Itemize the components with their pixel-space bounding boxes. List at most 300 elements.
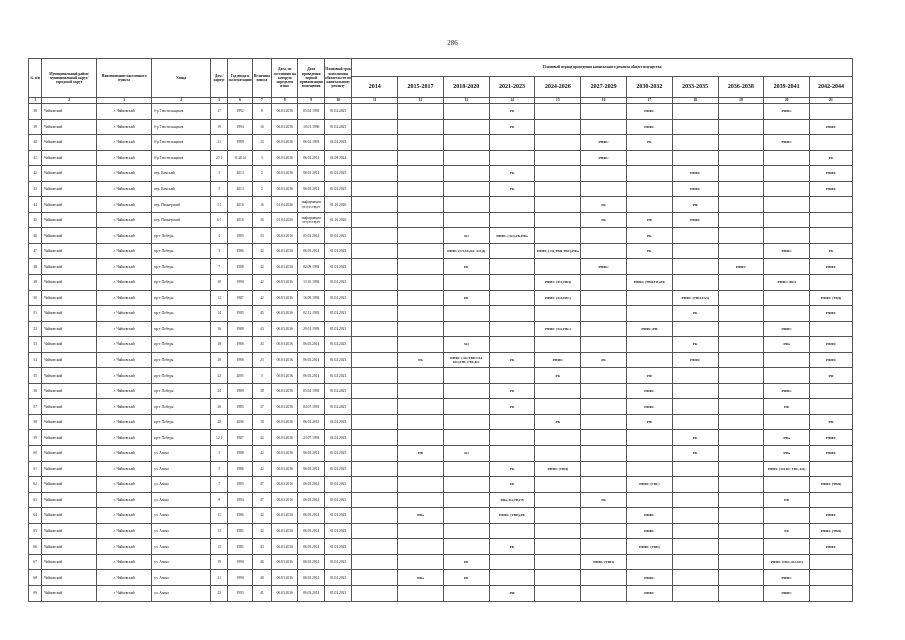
- row-street: б-р Текстильщиков: [152, 119, 211, 135]
- row-municipal: Чайковский: [42, 275, 97, 291]
- row-period-2014: [352, 337, 398, 353]
- row-street: ул. Азина: [152, 508, 211, 524]
- row-wear-date: 06.03.2016: [272, 477, 298, 493]
- row-period-2018-2020: [443, 585, 489, 601]
- row-period-2033-2035: [672, 554, 718, 570]
- row-period-2039-2041: РФа: [764, 337, 810, 353]
- row-obligation-deadline: 01.08.2024: [324, 150, 351, 166]
- row-period-2014: [352, 399, 398, 415]
- row-municipal: Чайковский: [42, 290, 97, 306]
- row-wear-date: 06.03.2016: [272, 275, 298, 291]
- row-year-built: 11.2014: [228, 150, 252, 166]
- row-privatization-date: 06.03.2014: [298, 585, 324, 601]
- row-period-2014: [352, 570, 398, 586]
- row-wear-date: 06.03.2016: [272, 492, 298, 508]
- row-settlement: г. Чайковский: [97, 150, 152, 166]
- page-number: 286: [447, 39, 458, 47]
- row-num: 50: [29, 290, 42, 306]
- row-period-2024-2026: [535, 539, 581, 555]
- row-municipal: Чайковский: [42, 337, 97, 353]
- row-street: пр-т Победы: [152, 383, 211, 399]
- row-period-2015-2017: [398, 275, 444, 291]
- row-num: 42: [29, 166, 42, 182]
- row-period-2015-2017: РК: [398, 352, 444, 368]
- row-period-2024-2026: [535, 446, 581, 462]
- row-period-2015-2017: РФа: [398, 570, 444, 586]
- row-period-2014: [352, 212, 398, 228]
- header-year-2027-2029: 2027-2029: [581, 77, 627, 98]
- row-period-2018-2020: [443, 150, 489, 166]
- row-period-2030-2032: РФ: [626, 368, 672, 384]
- row-period-2036-2038: [718, 290, 764, 306]
- row-period-2039-2041: РФФС (ЭО,КС ГВС,ХО): [764, 461, 810, 477]
- row-period-2015-2017: [398, 477, 444, 493]
- row-period-2015-2017: [398, 212, 444, 228]
- row-period-2042-2044: РК: [810, 243, 853, 259]
- row-house: 19: [211, 554, 228, 570]
- row-period-2027-2029: [581, 228, 627, 244]
- row-wear-date: 06.03.2016: [272, 166, 298, 182]
- row-period-2015-2017: [398, 523, 444, 539]
- row-period-2015-2017: РФа: [398, 508, 444, 524]
- row-street: ул. Азина: [152, 539, 211, 555]
- row-period-2021-2023: [489, 259, 535, 275]
- row-year-built: 1986: [228, 461, 252, 477]
- row-period-2036-2038: [718, 104, 764, 120]
- row-street: ул. Азина: [152, 523, 211, 539]
- row-settlement: г. Чайковский: [97, 337, 152, 353]
- row-period-2042-2044: РК: [810, 150, 853, 166]
- row-street: ул. Азина: [152, 477, 211, 493]
- row-settlement: г. Чайковский: [97, 461, 152, 477]
- table-row: [29, 399, 853, 415]
- column-number: 4: [152, 98, 211, 104]
- row-period-2027-2029: [581, 275, 627, 291]
- row-obligation-deadline: 01.02.2023: [324, 477, 351, 493]
- row-wear-date: 06.03.2016: [272, 181, 298, 197]
- row-period-2014: [352, 446, 398, 462]
- row-settlement: г. Чайковский: [97, 259, 152, 275]
- row-num: 67: [29, 554, 42, 570]
- row-period-2039-2041: [764, 290, 810, 306]
- column-number: 5: [211, 98, 228, 104]
- row-period-2018-2020: [443, 135, 489, 151]
- row-period-2042-2044: РФФС: [810, 539, 853, 555]
- row-num: 63: [29, 492, 42, 508]
- row-settlement: г. Чайковский: [97, 352, 152, 368]
- row-period-2039-2041: [764, 197, 810, 213]
- row-period-2015-2017: [398, 585, 444, 601]
- row-period-2015-2017: РФ: [398, 446, 444, 462]
- row-period-2018-2020: [443, 414, 489, 430]
- row-period-2042-2044: [810, 554, 853, 570]
- row-period-2014: [352, 119, 398, 135]
- row-period-2042-2044: РФФС (ТВП): [810, 477, 853, 493]
- row-num: 40: [29, 135, 42, 151]
- row-period-2021-2023: [489, 197, 535, 213]
- row-period-2039-2041: РФФС: [764, 585, 810, 601]
- row-period-2024-2026: [535, 337, 581, 353]
- row-house: 7: [211, 477, 228, 493]
- row-num: 45: [29, 212, 42, 228]
- row-period-2039-2041: РФа: [764, 446, 810, 462]
- row-period-2024-2026: [535, 197, 581, 213]
- row-period-2036-2038: [718, 212, 764, 228]
- row-period-2021-2023: РК: [489, 539, 535, 555]
- table-row: [29, 477, 853, 493]
- row-street: пр-т Победы: [152, 414, 211, 430]
- row-settlement: г. Чайковский: [97, 243, 152, 259]
- row-obligation-deadline: 01.02.2023: [324, 181, 351, 197]
- row-year-built: 1988: [228, 259, 252, 275]
- row-period-2033-2035: [672, 321, 718, 337]
- row-privatization-date: 06.03.2014: [298, 554, 324, 570]
- row-period-2039-2041: [764, 212, 810, 228]
- row-period-2024-2026: РФФС (ЭО,ТВП ТВС),РФа: [535, 243, 581, 259]
- row-period-2024-2026: [535, 104, 581, 120]
- row-period-2039-2041: РФФС: [764, 321, 810, 337]
- row-period-2015-2017: [398, 243, 444, 259]
- row-wear-date: 06.03.2016: [272, 368, 298, 384]
- row-municipal: Чайковский: [42, 383, 97, 399]
- row-street: пр-т Победы: [152, 275, 211, 291]
- row-street: пер. Пионерский: [152, 197, 211, 213]
- row-wear: 47: [252, 477, 271, 493]
- row-period-2018-2020: [443, 181, 489, 197]
- capital-repair-table: [28, 58, 853, 602]
- row-municipal: Чайковский: [42, 243, 97, 259]
- row-period-2042-2044: РФФС: [810, 119, 853, 135]
- row-period-2018-2020: РК: [443, 290, 489, 306]
- row-period-2014: [352, 477, 398, 493]
- row-period-2036-2038: [718, 243, 764, 259]
- row-privatization-date: 08.03.2014: [298, 166, 324, 182]
- row-period-2042-2044: РФФС: [810, 508, 853, 524]
- row-obligation-deadline: 01.02.2023: [324, 135, 351, 151]
- row-period-2042-2044: [810, 570, 853, 586]
- row-settlement: г. Чайковский: [97, 181, 152, 197]
- row-period-2027-2029: [581, 539, 627, 555]
- row-num: 64: [29, 508, 42, 524]
- row-period-2018-2020: [443, 539, 489, 555]
- row-wear: 42: [252, 275, 271, 291]
- row-privatization-date: 23.07.1993: [298, 430, 324, 446]
- row-period-2036-2038: [718, 461, 764, 477]
- table-row: [29, 508, 853, 524]
- row-street: пр-т Победы: [152, 321, 211, 337]
- row-period-2030-2032: РФФС (ТВП,ГВ),РК: [626, 275, 672, 291]
- row-period-2021-2023: [489, 212, 535, 228]
- row-period-2014: [352, 166, 398, 182]
- row-settlement: г. Чайковский: [97, 492, 152, 508]
- row-privatization-date: 06.03.2014: [298, 446, 324, 462]
- table-row: [29, 259, 853, 275]
- row-period-2018-2020: [443, 321, 489, 337]
- row-period-2039-2041: [764, 119, 810, 135]
- row-year-built: 2005: [228, 368, 252, 384]
- row-year-built: 1989: [228, 135, 252, 151]
- row-privatization-date: 06.03.2014: [298, 492, 324, 508]
- row-period-2033-2035: [672, 523, 718, 539]
- row-obligation-deadline: 01.02.2023: [324, 259, 351, 275]
- row-wear: 47: [252, 492, 271, 508]
- row-period-2042-2044: РФФС: [810, 352, 853, 368]
- row-num: 38: [29, 104, 42, 120]
- row-wear: 42: [252, 290, 271, 306]
- table-row: [29, 228, 853, 244]
- row-year-built: 2013: [228, 181, 252, 197]
- row-period-2030-2032: [626, 352, 672, 368]
- row-period-2024-2026: [535, 430, 581, 446]
- row-period-2024-2026: [535, 477, 581, 493]
- row-period-2014: [352, 275, 398, 291]
- row-period-2014: [352, 368, 398, 384]
- row-wear: 41: [252, 585, 271, 601]
- row-period-2039-2041: РФа: [764, 430, 810, 446]
- row-house: 6 1: [211, 212, 228, 228]
- row-municipal: Чайковский: [42, 446, 97, 462]
- row-period-2036-2038: [718, 181, 764, 197]
- row-wear: 46: [252, 554, 271, 570]
- row-period-2030-2032: [626, 259, 672, 275]
- row-period-2014: [352, 243, 398, 259]
- row-period-2033-2035: [672, 243, 718, 259]
- row-year-built: 1985: [228, 477, 252, 493]
- row-municipal: Чайковский: [42, 228, 97, 244]
- row-period-2036-2038: [718, 399, 764, 415]
- row-num: 54: [29, 352, 42, 368]
- row-settlement: г. Чайковский: [97, 446, 152, 462]
- row-num: 60: [29, 446, 42, 462]
- row-wear: 16: [252, 212, 271, 228]
- column-number: 14: [489, 98, 535, 104]
- row-wear-date: 06.03.2016: [272, 243, 298, 259]
- row-wear: 33: [252, 228, 271, 244]
- row-period-2018-2020: [443, 275, 489, 291]
- row-num: 59: [29, 430, 42, 446]
- row-period-2042-2044: РФФС: [810, 446, 853, 462]
- row-period-2039-2041: РФ: [764, 399, 810, 415]
- row-period-2039-2041: РФФС (ВО): [764, 275, 810, 291]
- row-period-2024-2026: [535, 508, 581, 524]
- row-wear-date: 06.03.2016: [272, 508, 298, 524]
- row-settlement: г. Чайковский: [97, 212, 152, 228]
- row-privatization-date: 06.03.2013: [298, 414, 324, 430]
- row-street: пр-т Победы: [152, 259, 211, 275]
- row-period-2021-2023: РК: [489, 477, 535, 493]
- row-period-2018-2020: [443, 197, 489, 213]
- row-municipal: Чайковский: [42, 492, 97, 508]
- column-number: 9: [298, 98, 324, 104]
- row-house: 4: [211, 228, 228, 244]
- row-house: 7: [211, 259, 228, 275]
- table-row: [29, 414, 853, 430]
- row-wear: 37: [252, 399, 271, 415]
- header-year-2018-2020: 2018-2020: [443, 77, 489, 98]
- row-period-2021-2023: РК: [489, 383, 535, 399]
- row-house: 21: [211, 135, 228, 151]
- table-row: [29, 290, 853, 306]
- row-obligation-deadline: 01.02.2023: [324, 414, 351, 430]
- table-row: [29, 523, 853, 539]
- row-period-2039-2041: [764, 368, 810, 384]
- row-settlement: г. Чайковский: [97, 477, 152, 493]
- row-privatization-date: 02.09.1992: [298, 259, 324, 275]
- table-row: [29, 492, 853, 508]
- row-period-2030-2032: РФ: [626, 414, 672, 430]
- row-num: 47: [29, 243, 42, 259]
- row-year-built: 1990: [228, 570, 252, 586]
- row-period-2018-2020: ХО: [443, 337, 489, 353]
- row-period-2036-2038: [718, 368, 764, 384]
- row-municipal: Чайковский: [42, 399, 97, 415]
- table-row: [29, 197, 853, 213]
- row-period-2039-2041: [764, 352, 810, 368]
- row-municipal: Чайковский: [42, 306, 97, 322]
- column-number: 18: [672, 98, 718, 104]
- row-period-2039-2041: [764, 477, 810, 493]
- row-period-2030-2032: РФФС: [626, 383, 672, 399]
- row-period-2033-2035: РК: [672, 430, 718, 446]
- row-street: пр-т Победы: [152, 368, 211, 384]
- row-period-2027-2029: [581, 477, 627, 493]
- row-municipal: Чайковский: [42, 477, 97, 493]
- row-obligation-deadline: 01.02.2023: [324, 321, 351, 337]
- header-year-2014: 2014: [352, 77, 398, 98]
- row-period-2033-2035: РК: [672, 337, 718, 353]
- row-period-2018-2020: РК: [443, 570, 489, 586]
- row-wear: 38: [252, 383, 271, 399]
- header-planned-period: Плановый период проведения капитального ремонта общего имущества: [352, 59, 853, 77]
- row-period-2021-2023: [489, 243, 535, 259]
- header-year-2024-2026: 2024-2026: [535, 77, 581, 98]
- row-period-2014: [352, 306, 398, 322]
- row-wear: 45: [252, 306, 271, 322]
- row-period-2027-2029: [581, 321, 627, 337]
- row-settlement: г. Чайковский: [97, 414, 152, 430]
- row-privatization-date: 06.03.2014: [298, 368, 324, 384]
- row-obligation-deadline: 01.02.2023: [324, 430, 351, 446]
- row-period-2030-2032: [626, 492, 672, 508]
- row-wear-date: 06.03.2016: [272, 119, 298, 135]
- row-wear-date: 01.04.2026: [272, 212, 298, 228]
- row-municipal: Чайковский: [42, 197, 97, 213]
- row-municipal: Чайковский: [42, 461, 97, 477]
- row-year-built: 2006: [228, 414, 252, 430]
- row-wear-date: 06.03.2016: [272, 554, 298, 570]
- row-privatization-date: 16.09.1992: [298, 290, 324, 306]
- row-period-2030-2032: [626, 554, 672, 570]
- row-period-2033-2035: РФФС: [672, 181, 718, 197]
- row-period-2039-2041: [764, 166, 810, 182]
- row-wear-date: 06.03.2016: [272, 321, 298, 337]
- row-period-2018-2020: [443, 119, 489, 135]
- row-period-2036-2038: [718, 228, 764, 244]
- row-wear: 42: [252, 523, 271, 539]
- row-settlement: г. Чайковский: [97, 197, 152, 213]
- row-period-2033-2035: [672, 135, 718, 151]
- row-period-2021-2023: [489, 290, 535, 306]
- row-period-2021-2023: [489, 368, 535, 384]
- row-wear-date: 06.03.2016: [272, 414, 298, 430]
- row-period-2021-2023: [489, 337, 535, 353]
- row-house: 3: [211, 166, 228, 182]
- row-period-2039-2041: [764, 414, 810, 430]
- row-num: 65: [29, 523, 42, 539]
- row-municipal: Чайковский: [42, 150, 97, 166]
- row-period-2027-2029: [581, 290, 627, 306]
- row-period-2033-2035: [672, 585, 718, 601]
- row-period-2027-2029: РФФС (ТВП): [581, 554, 627, 570]
- column-number: 3: [97, 98, 152, 104]
- row-period-2027-2029: РФФС: [581, 135, 627, 151]
- table-row: [29, 368, 853, 384]
- row-settlement: г. Чайковский: [97, 135, 152, 151]
- row-year-built: 1985: [228, 306, 252, 322]
- row-period-2024-2026: [535, 554, 581, 570]
- row-period-2036-2038: [718, 275, 764, 291]
- row-year-built: 1986: [228, 508, 252, 524]
- column-number: 16: [581, 98, 627, 104]
- header-year-2042-2044: 2042-2044: [810, 77, 853, 98]
- row-period-2033-2035: РФ: [672, 197, 718, 213]
- column-number: 15: [535, 98, 581, 104]
- row-period-2030-2032: [626, 430, 672, 446]
- row-year-built: 1986: [228, 337, 252, 353]
- row-year-built: 1985: [228, 539, 252, 555]
- row-privatization-date: 05.02.1993: [298, 104, 324, 120]
- row-period-2024-2026: [535, 181, 581, 197]
- row-municipal: Чайковский: [42, 570, 97, 586]
- row-house: 22: [211, 368, 228, 384]
- row-period-2036-2038: РФФС: [718, 259, 764, 275]
- row-period-2018-2020: РФФС (ЭО,ТВП ГАЗ ХО),ТВС ГВС,КС: [443, 352, 489, 368]
- row-period-2033-2035: [672, 228, 718, 244]
- header-year-2015-2017: 2015-2017: [398, 77, 444, 98]
- row-period-2024-2026: [535, 306, 581, 322]
- row-wear: 23: [252, 352, 271, 368]
- table-row: [29, 212, 853, 228]
- row-period-2030-2032: РК: [626, 135, 672, 151]
- row-period-2021-2023: [489, 570, 535, 586]
- row-period-2042-2044: РФФС: [810, 166, 853, 182]
- row-period-2036-2038: [718, 477, 764, 493]
- row-period-2018-2020: [443, 383, 489, 399]
- row-wear-date: 06.03.2016: [272, 446, 298, 462]
- row-year-built: 1987: [228, 430, 252, 446]
- row-privatization-date: 06.03.2014: [298, 508, 324, 524]
- row-period-2030-2032: [626, 446, 672, 462]
- row-municipal: Чайковский: [42, 104, 97, 120]
- row-period-2042-2044: РФФС: [810, 181, 853, 197]
- row-wear: 42: [252, 430, 271, 446]
- row-period-2018-2020: [443, 461, 489, 477]
- row-period-2024-2026: РК: [535, 414, 581, 430]
- column-number: 6: [228, 98, 252, 104]
- row-street: пр-т Победы: [152, 352, 211, 368]
- row-period-2027-2029: [581, 446, 627, 462]
- row-period-2018-2020: [443, 212, 489, 228]
- row-privatization-date: 06.03.2014: [298, 352, 324, 368]
- row-period-2021-2023: [489, 135, 535, 151]
- row-period-2014: [352, 135, 398, 151]
- row-period-2018-2020: ХО: [443, 446, 489, 462]
- row-period-2015-2017: [398, 554, 444, 570]
- row-settlement: г. Чайковский: [97, 383, 152, 399]
- row-period-2030-2032: РФФС: [626, 104, 672, 120]
- row-privatization-date: 05.02.1993: [298, 383, 324, 399]
- row-wear: 43: [252, 337, 271, 353]
